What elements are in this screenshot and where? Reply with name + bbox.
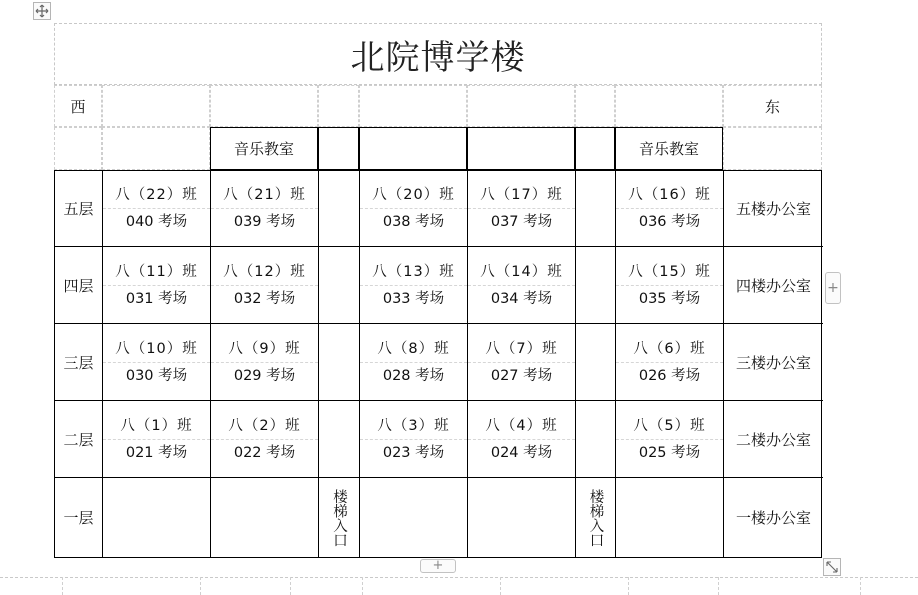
exam-room: 024 考场 (490, 444, 553, 461)
empty-cell (576, 247, 616, 324)
music-room-east: 音乐教室 (615, 127, 723, 170)
stairs-entrance (319, 478, 360, 557)
class-name: 八（6）班 (616, 336, 723, 363)
empty-cell (359, 85, 467, 127)
class-name: 八（20）班 (360, 182, 467, 209)
empty-cell (359, 127, 467, 170)
classroom-cell (468, 247, 576, 324)
exam-room: 026 考场 (638, 367, 701, 384)
classroom-cell (103, 401, 211, 478)
classroom-cell (360, 401, 468, 478)
classroom-cell (616, 324, 724, 401)
music-row (54, 127, 822, 170)
stairs-entrance (576, 478, 616, 557)
next-table-edge (0, 577, 918, 595)
class-name: 八（12）班 (211, 259, 318, 286)
empty-cell (210, 85, 318, 127)
classroom-cell (103, 171, 211, 247)
office-label: 一楼办公室 (735, 509, 811, 527)
classroom-cell (468, 401, 576, 478)
music-room-west: 音乐教室 (210, 127, 318, 170)
floor-grid (54, 170, 822, 558)
classroom-cell (468, 171, 576, 247)
empty-cell (575, 127, 615, 170)
empty-cell (576, 171, 616, 247)
empty-cell (102, 85, 210, 127)
classroom-cell (211, 171, 319, 247)
empty-cell (467, 127, 575, 170)
table-resize-handle[interactable] (823, 558, 841, 576)
class-name: 八（22）班 (103, 182, 210, 209)
class-name: 八（10）班 (103, 336, 210, 363)
empty-cell (318, 127, 359, 170)
exam-room: 036 考场 (638, 214, 701, 230)
add-column-button[interactable]: + (825, 272, 841, 304)
empty-cell (723, 127, 822, 170)
west-label: 西 (54, 85, 102, 127)
empty-cell (319, 171, 360, 247)
class-name: 八（9）班 (211, 336, 318, 363)
empty-cell (575, 85, 615, 127)
exam-room: 040 考场 (125, 214, 188, 230)
empty-cell (576, 324, 616, 401)
empty-cell (102, 127, 210, 170)
empty-cell (615, 85, 723, 127)
empty-cell (319, 324, 360, 401)
empty-cell (318, 85, 359, 127)
exam-room: 037 考场 (490, 214, 553, 230)
classroom-cell (616, 171, 724, 247)
exam-room: 022 考场 (233, 444, 296, 461)
exam-room: 031 考场 (125, 290, 188, 307)
empty-cell (319, 247, 360, 324)
classroom-cell (211, 247, 319, 324)
exam-room: 029 考场 (233, 367, 296, 384)
building-title[interactable]: 北院博学楼 (54, 23, 822, 85)
floor-label: 五层 (55, 171, 103, 247)
east-label: 东 (723, 85, 822, 127)
class-name: 八（3）班 (360, 413, 467, 440)
class-name: 八（15）班 (616, 259, 723, 286)
exam-room: 034 考场 (490, 290, 553, 307)
resize-icon (824, 559, 840, 575)
exam-room: 023 考场 (382, 444, 445, 461)
class-name: 八（8）班 (360, 336, 467, 363)
exam-room: 035 考场 (638, 290, 701, 307)
class-name: 八（16）班 (616, 182, 723, 209)
direction-row (54, 85, 822, 127)
classroom-cell (211, 401, 319, 478)
stairs-label: 楼梯入口 (331, 488, 347, 547)
exam-room: 021 考场 (125, 444, 188, 461)
classroom-cell (103, 247, 211, 324)
exam-room: 028 考场 (382, 367, 445, 384)
empty-cell (211, 478, 319, 557)
empty-cell (54, 127, 102, 170)
classroom-cell (103, 324, 211, 401)
classroom-cell (468, 324, 576, 401)
classroom-cell (360, 247, 468, 324)
floor-label: 二层 (55, 401, 103, 478)
table-move-handle[interactable] (33, 2, 51, 20)
office-label: 五楼办公室 (724, 171, 823, 247)
classroom-cell (616, 401, 724, 478)
floor-label: 四层 (55, 247, 103, 324)
office-label: 四楼办公室 (724, 247, 823, 324)
classroom-cell (360, 171, 468, 247)
move-icon (35, 4, 49, 18)
exam-room: 033 考场 (382, 290, 445, 307)
empty-cell (576, 401, 616, 478)
empty-cell (103, 478, 211, 557)
class-name: 八（11）班 (103, 259, 210, 286)
class-name: 八（7）班 (468, 336, 575, 363)
class-name: 八（21）班 (211, 182, 318, 209)
class-name: 八（13）班 (360, 259, 467, 286)
exam-room: 027 考场 (490, 367, 553, 384)
empty-cell (467, 85, 575, 127)
empty-cell (319, 401, 360, 478)
add-row-button[interactable]: + (420, 559, 456, 573)
empty-cell (468, 478, 576, 557)
classroom-cell (211, 324, 319, 401)
office-label: 三楼办公室 (724, 324, 823, 401)
class-name: 八（4）班 (468, 413, 575, 440)
classroom-cell (360, 324, 468, 401)
exam-room: 032 考场 (233, 290, 296, 307)
floor-label: 一层 (55, 478, 103, 557)
office-label: 二楼办公室 (724, 401, 823, 478)
class-name: 八（5）班 (616, 413, 723, 440)
stairs-label: 楼梯入口 (587, 488, 604, 547)
empty-cell (616, 478, 724, 557)
class-name: 八（17）班 (468, 182, 575, 209)
exam-room: 030 考场 (125, 367, 188, 384)
class-name: 八（14）班 (468, 259, 575, 286)
floor-label: 三层 (55, 324, 103, 401)
classroom-cell (616, 247, 724, 324)
class-name: 八（1）班 (103, 413, 210, 440)
empty-cell (360, 478, 468, 557)
exam-room: 039 考场 (233, 214, 296, 230)
exam-room: 025 考场 (638, 444, 701, 461)
class-name: 八（2）班 (211, 413, 318, 440)
exam-room: 038 考场 (382, 214, 445, 230)
